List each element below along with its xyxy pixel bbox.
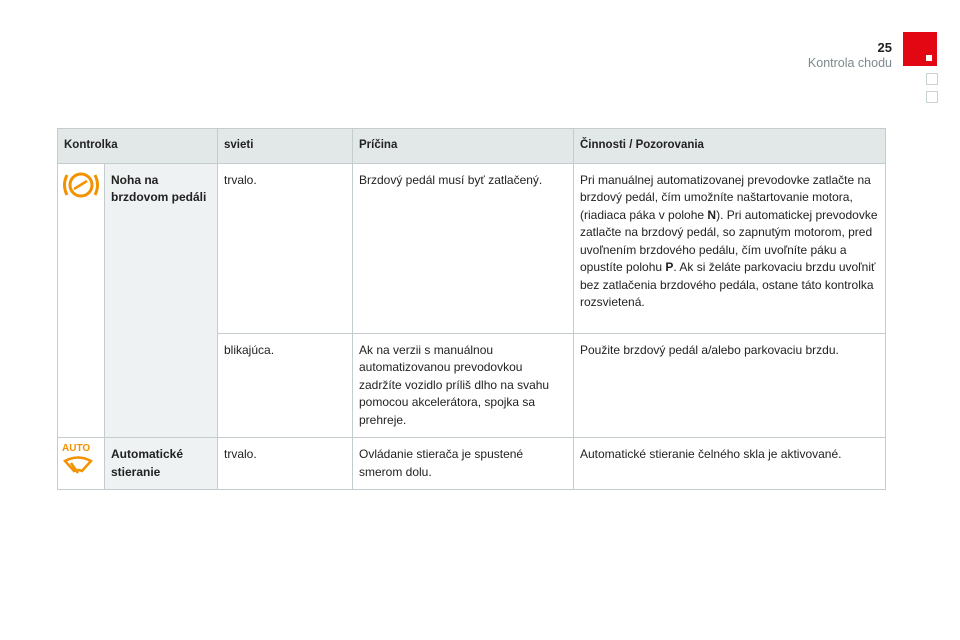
section-marker-empty bbox=[926, 91, 938, 103]
brake-pedal-foot-icon bbox=[58, 163, 105, 438]
section-title: Kontrola chodu bbox=[807, 56, 892, 70]
state: trvalo. bbox=[218, 438, 353, 490]
action bbox=[574, 163, 886, 333]
header-pricina: Príčina bbox=[353, 129, 574, 164]
table-row bbox=[58, 438, 886, 490]
state: trvalo. bbox=[218, 163, 353, 333]
header-svieti: svieti bbox=[218, 129, 353, 164]
cause: Ovládanie stierača je spustené smerom dolu. bbox=[353, 438, 574, 490]
warning-lights-table bbox=[57, 128, 886, 490]
row-label: Automatické stieranie bbox=[105, 438, 218, 490]
header-kontrolka: Kontrolka bbox=[58, 129, 218, 164]
auto-label: AUTO bbox=[62, 443, 91, 454]
action-text: Pri manuálnej automatizovanej prevodovke zatlačte na brzdový pedál, čím umožníte naštartovanie motora, (riadiaca páka v polohe bbox=[580, 172, 871, 222]
page-number: 25 bbox=[877, 40, 892, 55]
action: Automatické stieranie čelného skla je aktivované. bbox=[574, 438, 886, 490]
gear-position: P bbox=[665, 260, 674, 274]
header-cinnosti: Činnosti / Pozorovania bbox=[574, 129, 886, 164]
section-marker bbox=[903, 32, 937, 66]
action-text: ). Pri automatickej prevodovke zatlačte na brzdový pedál, so zapnutým motorom, pred uvoľnením brzdového pedálu, čím uvoľníte páku a opustíte polohu bbox=[580, 207, 878, 274]
cause: Brzdový pedál musí byť zatlačený. bbox=[353, 163, 574, 333]
auto-wiper-icon bbox=[58, 438, 105, 490]
state: blikajúca. bbox=[218, 333, 353, 438]
gear-position: N bbox=[707, 207, 717, 222]
section-marker-empty bbox=[926, 73, 938, 85]
cause: Ak na verzii s manuálnou automatizovanou prevodovkou zadržíte vozidlo príliš dlho na svahu pomocou akcelerátora, spojka sa prehreje. bbox=[353, 333, 574, 438]
action-text: . Ak si želáte parkovaciu brzdu uvoľniť bez zatlačenia brzdového pedála, ostane táto kontrolka rozsvietená. bbox=[580, 260, 876, 309]
action: Použite brzdový pedál a/alebo parkovaciu brzdu. bbox=[574, 333, 886, 438]
row-label: Noha na brzdovom pedáli bbox=[105, 163, 218, 438]
table-header bbox=[58, 129, 886, 164]
table-row bbox=[58, 163, 886, 333]
